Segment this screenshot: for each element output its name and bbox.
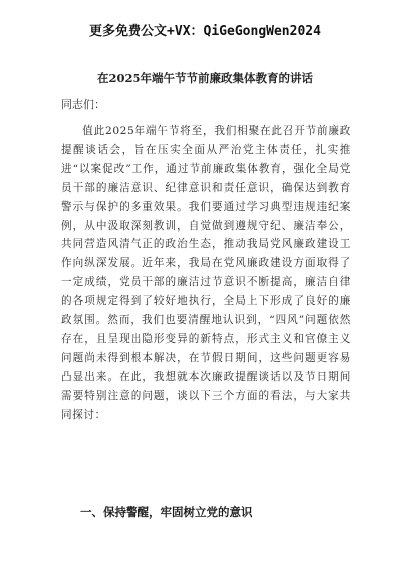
document-title: 在2025年端午节节前廉政集体教育的讲话 <box>96 71 313 85</box>
salutation: 同志们： <box>61 98 105 111</box>
section-heading: 一、保持警醒，牢固树立党的意识 <box>80 505 253 519</box>
body-paragraph: 值此2025年端午节将至，我们相聚在此召开节前廉政提醒谈话会，旨在压实全面从严治党主体责任，扎实推进“以案促改”工作，通过节前廉政集体教育，强化全局党员干部的廉洁意识、纪律意识和责任意识，确保达到教育警示与保护的多重效果。我们要通过学习典型违规违纪案例，从中汲取深刻教训，自觉做到遵规守纪、廉洁奉公，共同营造风清气正的政治生态，推动我局党风廉政建设工作向纵深发展。近年来，我局在党风廉政建设方面取得了一定成绩，党员干部的廉洁过节意识不断提高，廉洁自律的各项规定得到了较好地执行，全局上下形成了良好的廉政氛围。然而，我们也要清醒地认识到，“四风”问题依然存在，且呈现出隐形变异的新特点，形式主义和官僚主义问题尚未得到根本解决，在节假日期间，这些问题更容易凸显出来。在此，我想就本次廉政提醒谈话以及节日期间需要特别注意的问题，谈以下三个方面的看法，与大家共同探讨： <box>61 125 351 421</box>
promo-banner: 更多免费公文+VX：QiGeGongWen2024 <box>89 24 321 39</box>
